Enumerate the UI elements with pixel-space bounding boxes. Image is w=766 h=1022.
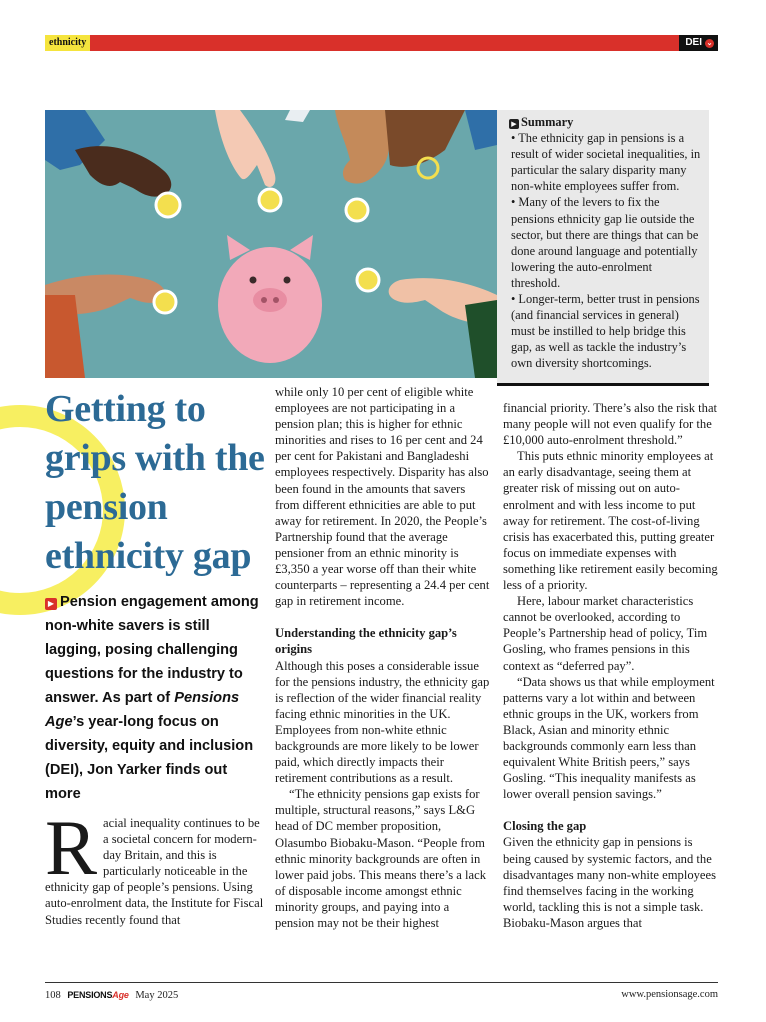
coin-4	[154, 291, 176, 313]
coin-2	[259, 189, 281, 211]
summary-title-text: Summary	[521, 115, 574, 129]
standfirst	[45, 590, 265, 806]
play-icon: ▶	[45, 598, 57, 610]
paragraph: acial inequality continues to be a societal concern for modern-day Britain, and this is particularly noticeable in the ethnicity gap of people’s pensions. Using auto-enrolment data, the Institute for Fiscal Studies recently found that	[45, 816, 264, 927]
paragraph: “Data shows us that while employment patterns vary a lot within and between ethnic groups in the UK, workers from Black, Asian and minority ethnic backgrounds commonly earn less than equivalent White British peers,” says Gosling. “This inequality manifests as lower overall pension savings.”	[503, 674, 715, 802]
footer-left	[45, 988, 178, 1003]
subheading: Understanding the ethnicity gap’s origins	[275, 626, 457, 657]
play-icon: ▶	[509, 119, 519, 129]
piggy-snout	[253, 288, 287, 312]
paragraph: Although this poses a considerable issue for the pensions industry, the ethnicity gap is reflection of the wider financial reality facing ethnic minorities in the UK. Employees from non-white ethnic backgrounds are more likely to be lower paid, which directly impacts their retirement contributions as a result.	[275, 658, 490, 786]
footer-rule	[45, 982, 718, 983]
logo-part-b: Age	[112, 990, 129, 1000]
paragraph: “The ethnicity pensions gap exists for multiple, structural reasons,” says L&G head of DC member proposition, Olasumbo Biobaku-Mason. “People from ethnic minority backgrounds are often in lower paid jobs. This means there’s a lack of disposable income amongst ethnic minority groups, and paying into a pension may not be their highest	[275, 787, 487, 930]
hero-illustration	[45, 110, 497, 378]
summary-box	[497, 110, 709, 386]
subheading: Closing the gap	[503, 819, 587, 834]
summary-title	[509, 114, 701, 130]
column-1	[45, 804, 267, 928]
coin-3	[346, 199, 368, 221]
drop-cap: R	[45, 804, 98, 891]
summary-bullet-2: • Many of the levers to fix the pensions ethnicity gap lie outside the sector, but there are things that can be done around language and potentially lowering the auto-enrolment threshold.	[511, 195, 699, 290]
paragraph: while only 10 per cent of eligible white employees are not participating in a pension plan; this is higher for ethnic minorities and rises to 16 per cent and 24 per cent for Pakistani and Bangladeshi employees respectively. Disparity has also been found in the amounts that savers from different ethnicities are able to put away for retirement. In 2020, the People’s Partnership found that the average pensioner from an ethnic minority is £3,350 a year worse off than their white counterparts – representing a 24.4 per cent gap in retirement income.	[275, 385, 490, 609]
paragraph: Here, labour market characteristics cannot be overlooked, according to People’s Partnership head of policy, Tim Gosling, who frames pensions in this context as “deferred pay”.	[503, 594, 708, 673]
paragraph: This puts ethnic minority employees at an early disadvantage, seeing them at greater risk of missing out on auto-enrolment and with less income to put away for retirement. The cost-of-living crisis has exacerbated this, putting greater focus on immediate expenses with something like retirement easily becoming less of a priority.	[503, 449, 718, 593]
standfirst-text-end: ’s year-long focus on diversity, equity and inclusion (DEI), Jon Yarker finds out more	[45, 714, 254, 802]
topic-tag[interactable]: ethnicity	[45, 35, 90, 51]
standfirst-text: Pension engagement among non-white savers is still lagging, posing challenging questions for the industry to answer. As part of	[45, 594, 259, 706]
paragraph: Given the ethnicity gap in pensions is being caused by systemic factors, and the disadvantages many non-white employees find themselves facing in the working world, tackling this is not a simple task. Biobaku-Mason argues that	[503, 835, 716, 930]
coin-5	[357, 269, 379, 291]
coin-1	[156, 193, 180, 217]
page-number: 108	[45, 990, 61, 1001]
summary-bullet-1: • The ethnicity gap in pensions is a result of wider societal inequalities, in particular the salary disparity many non-white employees suffer from.	[511, 131, 701, 194]
chevron-down-icon: ⌄	[706, 40, 713, 47]
website-link[interactable]: www.pensionsage.com	[621, 989, 718, 1000]
paragraph: financial priority. There’s also the risk that many people will not even qualify for the £10,000 auto-enrolment threshold.”	[503, 401, 718, 448]
publication-logo	[67, 990, 128, 1000]
summary-bullet-3: • Longer-term, better trust in pensions (and financial services in general) must be instilled to help bridge this gap, as well as tackle the industry’s own diversity shortcomings.	[511, 292, 700, 371]
section-bar	[45, 35, 718, 51]
section-label-text: DEI	[685, 37, 702, 48]
logo-part-a: PENSIONS	[67, 990, 113, 1000]
section-label[interactable]	[679, 35, 718, 51]
issue-date: May 2025	[135, 990, 179, 1001]
column-2	[275, 384, 490, 931]
publication-name: Pensions Age	[45, 690, 240, 730]
article-headline: Getting to grips with the pension ethnicity gap	[45, 388, 265, 577]
column-3	[503, 400, 718, 931]
